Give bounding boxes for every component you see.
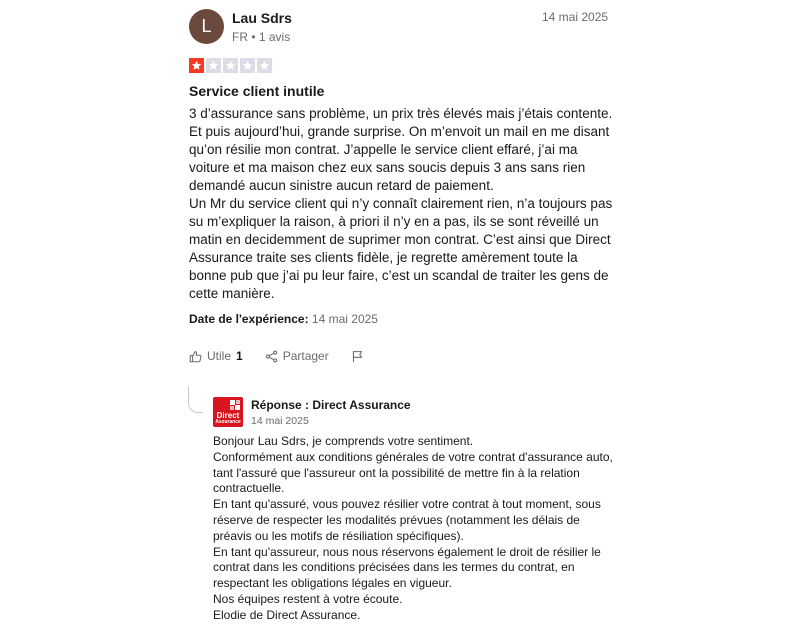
experience-date-label: Date de l'expérience: <box>189 312 309 326</box>
review-body: 3 d’assurance sans problème, un prix très élevés mais j’étais contente. Et puis aujourd’hui, grande surprise. On m’envoit un mail en me disant qu’on résilie mon contrat. J’appelle le service client effaré, j’ai ma voiture et ma maison chez eux sans soucis depuis 3 ans sans rien demandé aucun sinistre aucun retard de paiement. Un Mr du service client qui n’y connaît clairement rien, n’a toujours pas su m’expliquer la raison, à priori il n’y en a pas, ils se sont réveillé un matin en decidemment de suprimer mon contrat. C’est ainsi que Direct Assurance traite ses clients fidèle, je regrette amèrement toute la bonne pub que j’ai pu leur faire, c’est un scandal de traiter les gens de cette manière. <box>189 106 613 301</box>
reviewer-name[interactable]: Lau Sdrs <box>232 10 292 26</box>
reply-body: Bonjour Lau Sdrs, je comprends votre sentiment. Conformément aux conditions générales de votre contrat d'assurance auto, tant l'assuré que l'assureur ont la possibilité de mettre fin à la relation contractuelle. En tant qu'assuré, vous pouvez résilier votre contrat à tout moment, sous réserve de respecter les modalités prévues (notamment les délais de préavis ou les motifs de résiliation spécifiques). En tant qu'assureur, nous nous réservons également le droit de résilier le contrat dans les conditions précisées dans les termes du contrat, en respectant les obligations légales en vigueur. Nos équipes restent à votre écoute. Elodie de Direct Assurance. <box>213 434 613 622</box>
thumbs-up-icon <box>189 350 202 363</box>
useful-count: 1 <box>236 349 243 363</box>
star-empty-icon <box>206 58 221 73</box>
logo-text-assurance: Assurance <box>215 419 241 425</box>
avatar[interactable]: L <box>189 9 224 44</box>
experience-date-value: 14 mai 2025 <box>311 312 378 326</box>
experience-date <box>189 312 378 326</box>
useful-label: Utile <box>207 349 232 363</box>
review-actions <box>189 349 386 363</box>
flag-icon <box>351 350 364 363</box>
reply-date: 14 mai 2025 <box>251 415 309 427</box>
star-filled-icon <box>189 58 204 73</box>
direct-assurance-logo <box>213 397 243 427</box>
logo-text-direct: Direct <box>216 411 240 420</box>
review-date: 14 mai 2025 <box>542 10 609 24</box>
reviewer-meta: FR • 1 avis <box>232 30 291 44</box>
review-title: Service client inutile <box>189 83 325 99</box>
reply-title: Réponse : Direct Assurance <box>251 398 411 412</box>
star-rating <box>189 58 272 73</box>
share-label: Partager <box>282 349 329 363</box>
reply-connector <box>188 386 203 413</box>
star-empty-icon <box>223 58 238 73</box>
useful-button[interactable] <box>189 349 243 363</box>
share-icon <box>265 350 278 363</box>
share-button[interactable] <box>265 349 329 363</box>
report-button[interactable] <box>351 350 364 363</box>
star-empty-icon <box>240 58 255 73</box>
star-empty-icon <box>257 58 272 73</box>
